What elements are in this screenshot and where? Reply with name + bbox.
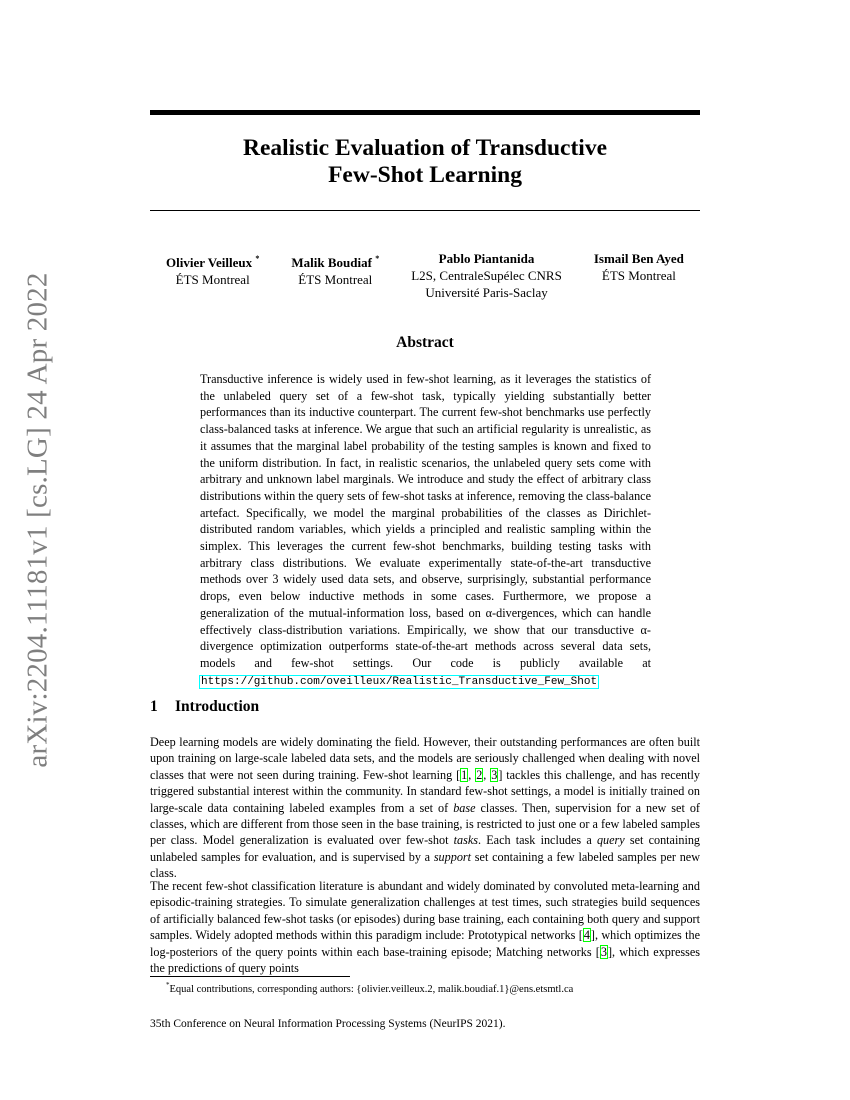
text-run: classes. Then, supervision for a new set of classes, which are different from those seen in the base training, is restricted to just one or a few labeled samples per class. Model generalization is evaluated over few-shot xyxy=(150,800,700,848)
author-list xyxy=(150,250,700,301)
citation-1[interactable]: 1 xyxy=(461,767,468,782)
emphasis-tasks: tasks xyxy=(453,833,479,848)
text-run: set containing unlabeled samples for evaluation, and is supervised by a xyxy=(150,833,701,864)
arxiv-identifier-text: arXiv:2204.11181v1 [cs.LG] 24 Apr 2022 xyxy=(21,272,54,768)
conference-venue: 35th Conference on Neural Information Processing Systems (NeurIPS 2021). xyxy=(150,1018,506,1030)
author-2 xyxy=(291,250,379,301)
intro-paragraph-2: The recent few-shot classification literature is abundant and widely dominated by convoluted meta-learning and episodic-training strategies. To simulate generalization challenges at test times, such strategies build sequences of artificially balanced few-shot tasks (or episodes) during base training, each containing both query and support samples. Widely adopted methods within this paradigm include: Prototypical networks [4], which optimizes the log-posteriors of the query points within each base-training episode; Matching networks [3], which expresses the predictions of query points xyxy=(150,879,701,976)
citation-3[interactable]: 3 xyxy=(491,767,498,782)
footnote-mark: * xyxy=(166,981,170,989)
author-affiliation: ÉTS Montreal xyxy=(601,268,676,283)
author-1 xyxy=(166,250,259,301)
text-run: Deep learning models are widely dominating the field. However, their outstanding performances are often built upon training on large-scale labeled data sets, and the models are seriously challenged when dealing with novel classes that were not seen during training. Few-shot learning xyxy=(150,735,700,782)
title-bottom-rule xyxy=(150,210,700,211)
abstract-text: Transductive inference is widely used in few-shot learning, as it leverages the statistics of the unlabeled query set of a few-shot task, typically yielding substantially better performances than its inductive counterpart. The current few-shot benchmarks use perfectly class-balanced tasks at inference. We argue that such an artificial regularity is unrealistic, as it assumes that the marginal label probability of the testing samples is known and fixed to the uniform distribution. In fact, in realistic scenarios, the unlabeled query sets come with arbitrary and unknown label marginals. We introduce and study the effect of arbitrary class distributions within the query sets of few-shot tasks at inference, removing the class-balance artefact. Specifically, we model the marginal probabilities of the classes as Dirichlet-distributed random variables, which yields a principled and realistic sampling within the simplex. This leverages the current few-shot benchmarks, building testing tasks with arbitrary class distributions. We evaluate experimentally state-of-the-art transductive methods over 3 widely used data sets, and observe, surprisingly, substantial performance drops, even below inductive methods in some cases. Furthermore, we propose a generalization of the mutual-information loss, based on α-divergences, which can handle effectively class-distribution variations. Empirically, we show that our transductive α-divergence optimization outperforms state-of-the-art methods across several data sets, models and few-shot settings. Our code is publicly available at xyxy=(200,372,651,670)
footnote xyxy=(150,979,700,996)
text-run: . Each task includes a xyxy=(478,833,597,848)
text-run: , which optimizes the log-posteriors of the query points within each base-training episode; Matching networks xyxy=(150,928,701,959)
citation-2[interactable]: 2 xyxy=(476,767,483,782)
emphasis-query: query xyxy=(596,833,625,848)
abstract-body xyxy=(200,371,651,690)
section-heading-introduction xyxy=(150,698,700,716)
author-name: Malik Boudiaf xyxy=(291,255,372,270)
author-affiliation: L2S, CentraleSupélec CNRS xyxy=(411,268,562,283)
paper-title xyxy=(150,135,700,189)
paper-title-line-1: Realistic Evaluation of Transductive xyxy=(242,135,608,161)
author-affiliation: ÉTS Montreal xyxy=(175,272,250,287)
author-mark: * xyxy=(375,254,380,263)
section-number: 1 xyxy=(150,698,158,715)
section-title: Introduction xyxy=(175,698,260,715)
text-run: , which expresses the predictions of query points xyxy=(150,944,700,976)
author-3 xyxy=(411,250,562,301)
citation-link[interactable]: [1, 2, 3] xyxy=(456,767,503,782)
citation-3b[interactable]: 3 xyxy=(600,944,607,959)
text-run: tackles this challenge, and has recently triggered substantial interest within the community. In standard few-shot settings, a model is initially trained on large-scale data containing labeled examples from a set of xyxy=(150,767,700,815)
paper-title-line-2: Few-Shot Learning xyxy=(328,162,522,188)
emphasis-support: support xyxy=(433,849,472,864)
intro-paragraph-1 xyxy=(150,734,700,882)
author-mark: * xyxy=(255,254,260,263)
text-run: set containing a few labeled samples per new class. xyxy=(150,849,700,881)
code-url-link[interactable]: https://github.com/oveilleux/Realistic_Transductive_Few_Shot xyxy=(201,675,598,688)
abstract-heading: Abstract xyxy=(396,334,454,351)
citation-4[interactable]: 4 xyxy=(583,928,590,943)
author-name: Ismail Ben Ayed xyxy=(593,251,684,266)
author-affiliation-2: Université Paris-Saclay xyxy=(425,285,548,300)
title-top-rule xyxy=(150,110,700,115)
footnote-rule xyxy=(150,976,350,977)
author-4 xyxy=(594,250,684,301)
author-affiliation: ÉTS Montreal xyxy=(298,272,373,287)
author-name: Olivier Veilleux xyxy=(166,255,253,270)
author-name: Pablo Piantanida xyxy=(438,251,535,266)
emphasis-base: base xyxy=(453,800,476,815)
footnote-text: Equal contributions, corresponding authors: {olivier.veilleux.2, malik.boudiaf.1}@ens.etsmtl.ca xyxy=(169,984,574,995)
text-run: The recent few-shot classification literature is abundant and widely dominated by convoluted meta-learning and episodic-training strategies. To simulate generalization challenges at test times, such strategies build sequences of artificially balanced few-shot tasks (or episodes) during base training, each containing both query and support samples. Widely adopted methods within this paradigm include: Prototypical networks xyxy=(150,879,700,943)
